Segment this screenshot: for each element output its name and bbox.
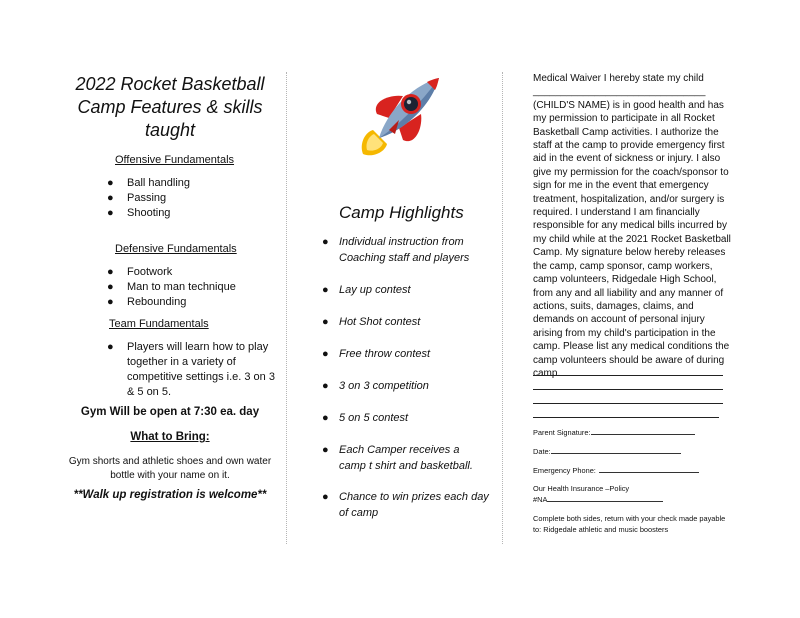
emergency-phone-field[interactable] bbox=[533, 465, 699, 476]
what-to-bring-heading: What to Bring: bbox=[130, 431, 210, 443]
defensive-list bbox=[107, 265, 236, 310]
parent-signature-label: Parent Signature: bbox=[533, 428, 591, 437]
rocket-icon bbox=[349, 72, 445, 168]
bullet-icon: ● bbox=[322, 316, 329, 328]
insurance-field[interactable] bbox=[533, 483, 663, 505]
highlight-item: Free throw contest bbox=[339, 348, 431, 360]
medical-waiver-text: Medical Waiver I hereby state my child _______________________________ (CHILD'S NAME) is in good health and has my permission to participate in all Rocket Basketball Camp activities. I authorize the staff at the camp to provide emergency first aid in the event of sickness or injury. I also give my permission for the coach/sponsor to sign for me in the event that emergency treatment, hospitalization, and/or surgery is required. I understand I am financially responsible for any medical bills incurred by my child while at the 2021 Rocket Basketball Camp. My signature below hereby releases the camp, camp sponsor, camp workers, camp volunteers, Ridgedale High School, from any and all liability and any manner of actions, suits, damages, claims, and demands on account of personal injury arising from my child's participation in the camp. Please list any medical conditions the camp volunteers should be aware of during camp. bbox=[533, 73, 731, 379]
defensive-heading: Defensive Fundamentals bbox=[115, 243, 237, 255]
title-line: 2022 Rocket Basketball bbox=[75, 74, 265, 94]
list-item: ● Footwork bbox=[107, 266, 173, 278]
team-heading: Team Fundamentals bbox=[109, 318, 209, 330]
offensive-list bbox=[107, 176, 190, 221]
brochure-title bbox=[62, 73, 278, 142]
title-line: taught bbox=[144, 120, 196, 140]
what-to-bring-text: Gym shorts and athletic shoes and own water bottle with your name on it. bbox=[68, 456, 272, 481]
insurance-label: Our Health Insurance –Policy bbox=[533, 484, 630, 493]
medical-conditions-line[interactable] bbox=[533, 389, 723, 390]
list-item: ● Ball handling bbox=[107, 177, 190, 189]
insurance-policy-value: #NA bbox=[533, 495, 548, 504]
insurance-blank[interactable] bbox=[547, 494, 663, 502]
bullet-icon: ● bbox=[322, 284, 329, 296]
column-divider-left bbox=[286, 72, 287, 544]
bullet-icon: ● bbox=[322, 412, 329, 424]
return-instructions: Complete both sides, return with your check made payable to: Ridgedale athletic and music boosters bbox=[533, 514, 726, 534]
list-item: ● Man to man technique bbox=[107, 281, 236, 293]
highlight-item: Lay up contest bbox=[339, 284, 411, 296]
list-item: ● Shooting bbox=[107, 207, 171, 219]
medical-conditions-line[interactable] bbox=[533, 375, 723, 376]
title-line: Camp Features & skills bbox=[77, 97, 263, 117]
emergency-phone-label: Emergency Phone: bbox=[533, 466, 596, 475]
list-item: ● Players will learn how to play together in a variety of competitive settings i.e. 3 on 3 & 5 on 5. bbox=[107, 341, 275, 398]
bullet-icon: ● bbox=[322, 491, 329, 503]
date-blank[interactable] bbox=[551, 446, 681, 454]
highlight-item: Individual instruction from Coaching staff and players bbox=[339, 236, 470, 264]
offensive-heading: Offensive Fundamentals bbox=[115, 154, 235, 166]
highlights-title: Camp Highlights bbox=[339, 203, 464, 222]
highlight-item: 3 on 3 competition bbox=[339, 380, 429, 392]
bullet-icon: ● bbox=[322, 380, 329, 392]
highlight-item: Chance to win prizes each day of camp bbox=[339, 491, 489, 519]
highlight-item: 5 on 5 contest bbox=[339, 412, 409, 424]
emergency-phone-blank[interactable] bbox=[599, 465, 699, 473]
team-list bbox=[107, 340, 277, 400]
gym-open-text: Gym Will be open at 7:30 ea. day bbox=[80, 406, 260, 418]
parent-signature-blank[interactable] bbox=[591, 427, 695, 435]
parent-signature-field[interactable] bbox=[533, 427, 695, 438]
column-divider-right bbox=[502, 72, 503, 544]
date-field[interactable] bbox=[533, 446, 681, 457]
medical-conditions-line[interactable] bbox=[533, 417, 719, 418]
bullet-icon: ● bbox=[322, 236, 329, 248]
highlight-item: Each Camper receives a camp t shirt and basketball. bbox=[339, 444, 473, 472]
highlight-item: Hot Shot contest bbox=[339, 316, 421, 328]
medical-conditions-line[interactable] bbox=[533, 403, 723, 404]
list-item: ● Passing bbox=[107, 192, 167, 204]
date-label: Date: bbox=[533, 447, 551, 456]
list-item: ● Rebounding bbox=[107, 296, 187, 308]
bullet-icon: ● bbox=[322, 444, 329, 456]
walk-up-note: **Walk up registration is welcome** bbox=[73, 489, 267, 501]
bullet-icon: ● bbox=[322, 348, 329, 360]
